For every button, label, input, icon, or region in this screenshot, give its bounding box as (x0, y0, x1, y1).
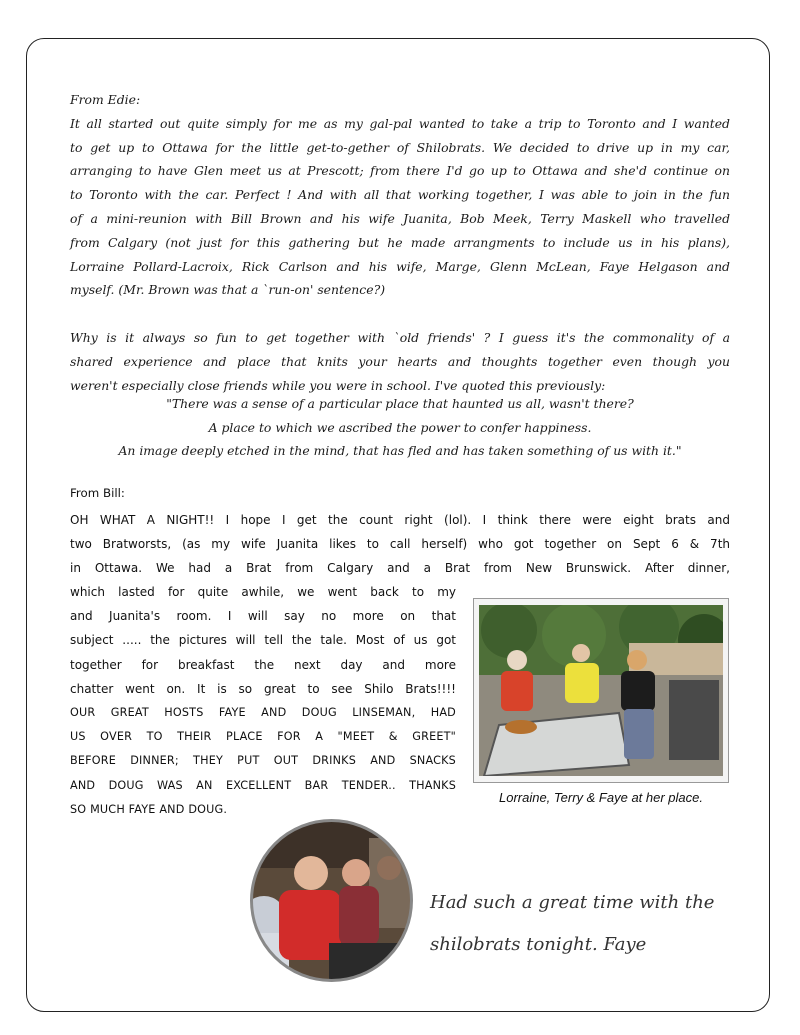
bill-line: and Juanita's room. I will say no more on that (70, 609, 456, 624)
bill-line: OH WHAT A NIGHT!! I hope I get the count right (lol). I think there were eight brats and (70, 513, 730, 527)
edie-p2-line: Why is it always so fun to get together with `old friends' ? I guess it's the commonality of a (70, 329, 730, 345)
bill-line: which lasted for quite awhile, we went back to my (70, 585, 456, 599)
note-line: Had such a great time with the (430, 892, 715, 913)
handwritten-note (430, 882, 770, 966)
note-line: shilobrats tonight. Faye (430, 934, 647, 955)
edie-section (70, 88, 730, 397)
quote-line: "There was a sense of a particular place that haunted us all, wasn't there? (166, 396, 634, 411)
edie-p1-line: myself. (Mr. Brown was that a `run-on' sentence?) (70, 282, 386, 298)
edie-p1-line: to get up to Ottawa for the little get-to-gether of Shilobrats. We decided to drive up in my car, (70, 139, 730, 155)
bill-line: subject ..... the pictures will tell the tale. Most of us got (70, 633, 456, 648)
group-circle-photo (249, 818, 414, 983)
bill-line: chatter went on. It is so great to see Shilo Brats!!!! (70, 681, 456, 696)
patio-photo-caption: Lorraine, Terry & Faye at her place. (498, 790, 703, 805)
edie-p2-line: weren't especially close friends while you were in school. I've quoted this previously: (70, 377, 606, 393)
bill-caps-line: OUR GREAT HOSTS FAYE AND DOUG LINSEMAN, HAD (70, 706, 456, 720)
bill-wrapped-text (70, 580, 456, 822)
bill-caps-line: SO MUCH FAYE AND DOUG. (70, 802, 228, 816)
bill-caps-line: AND DOUG WAS AN EXCELLENT BAR TENDER.. THANKS (70, 778, 456, 792)
quote-block (70, 392, 730, 463)
edie-p1-line: from Calgary (not just for this gathering but he made arrangments to include us in his plans), (70, 234, 730, 250)
bill-caps-line: BEFORE DINNER; THEY PUT OUT DRINKS AND SNACKS (70, 754, 456, 768)
bill-full-width-text (70, 508, 730, 580)
patio-photo-image (479, 605, 723, 776)
edie-heading: From Edie: (70, 92, 141, 107)
bill-heading: From Bill: (70, 486, 125, 500)
bill-caps-line: US OVER TO THEIR PLACE FOR A "MEET & GREET" (70, 730, 456, 744)
bill-line: together for breakfast the next day and more (70, 657, 456, 672)
quote-line: An image deeply etched in the mind, that has fled and has taken something of us with it." (118, 443, 682, 459)
edie-p1-line: It all started out quite simply for me as my gal-pal wanted to take a trip to Toronto and I wanted (70, 115, 730, 131)
edie-p2-line: shared experience and place that knits your hearts and thoughts together even though you (70, 353, 730, 369)
bill-line: in Ottawa. We had a Brat from Calgary and a Brat from New Brunswick. After dinner, (70, 561, 730, 575)
edie-p1-line: of a mini-reunion with Bill Brown and his wife Juanita, Bob Meek, Terry Maskell who travelled (70, 210, 730, 226)
patio-photo (473, 598, 729, 783)
quote-line: A place to which we ascribed the power to confer happiness. (208, 419, 592, 435)
edie-p1-line: arranging to have Glen meet us at Prescott; from there I'd go up to Ottawa and she'd continue on (70, 163, 730, 179)
edie-p1-line: to Toronto with the car. Perfect ! And with all that working together, I was able to join in the fun (70, 187, 730, 203)
bill-line: two Bratworsts, (as my wife Juanita likes to call herself) who got together on Sept 6 & 7th (70, 537, 730, 551)
paragraph-spacer (70, 302, 730, 326)
edie-p1-line: Lorraine Pollard-Lacroix, Rick Carlson and his wife, Marge, Glenn McLean, Faye Helgason and (70, 258, 730, 274)
